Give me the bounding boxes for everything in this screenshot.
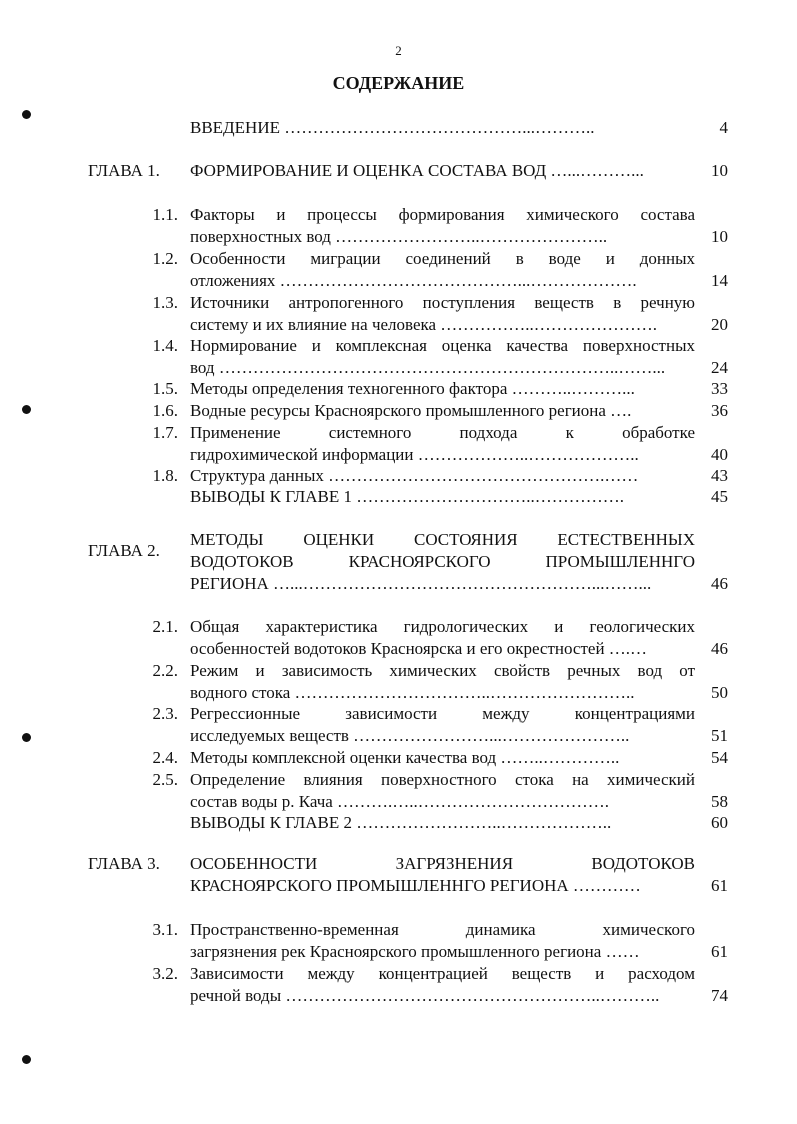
toc-entry-title: Нормирование и комплексная оценка качества поверхностных: [190, 336, 695, 355]
toc-entry-title: Общая характеристика гидрологических и геологических: [190, 617, 695, 636]
page-ref: 46: [711, 639, 728, 658]
toc-entry-title-leader: ВВЕДЕНИЕ ……………………………………...………..: [190, 118, 595, 137]
scan-hole-mark: [22, 405, 31, 414]
section-number: 1.2.: [152, 249, 178, 268]
page-ref: 50: [711, 683, 728, 702]
toc-entry-title-leader: КРАСНОЯРСКОГО ПРОМЫШЛЕННГО РЕГИОНА …………: [190, 876, 641, 895]
section-number: 2.2.: [152, 661, 178, 680]
section-number: 1.8.: [152, 466, 178, 485]
chapter-label: ГЛАВА 3.: [88, 854, 160, 873]
chapter-label: ГЛАВА 2.: [88, 541, 160, 560]
chapter-label: ГЛАВА 1.: [88, 161, 160, 180]
scan-hole-mark: [22, 1055, 31, 1064]
page-ref: 61: [711, 876, 728, 895]
page-ref: 14: [711, 271, 728, 290]
toc-entry-title-leader: состав воды р. Кача ……….…..…………………………….: [190, 792, 610, 811]
toc-entry-title-leader: ВЫВОДЫ К ГЛАВЕ 2 ……………………..………………..: [190, 813, 612, 832]
toc-entry-title-leader: водного стока ……………………………..……………………..: [190, 683, 635, 702]
page-number: 2: [395, 43, 402, 58]
page-ref: 40: [711, 445, 728, 464]
toc-entry-title: Определение влияния поверхностного стока на химический: [190, 770, 695, 789]
section-number: 2.1.: [152, 617, 178, 636]
section-number: 1.1.: [152, 205, 178, 224]
page-ref: 4: [719, 118, 728, 137]
page-ref: 58: [711, 792, 728, 811]
page-ref: 51: [711, 726, 728, 745]
toc-entry-title-leader: исследуемых веществ ……………………...…………………..: [190, 726, 630, 745]
toc-entry-title: Зависимости между концентрацией веществ и расходом: [190, 964, 695, 983]
toc-entry-title-leader: РЕГИОНА …...……………………………………………...……...: [190, 574, 652, 593]
page-ref: 10: [711, 227, 728, 246]
page-ref: 61: [711, 942, 728, 961]
section-number: 3.1.: [152, 920, 178, 939]
toc-entry-title-leader: речной воды ………………………………………………..………..: [190, 986, 660, 1005]
page-ref: 33: [711, 379, 728, 398]
section-number: 1.5.: [152, 379, 178, 398]
scan-hole-mark: [22, 110, 31, 119]
page-ref: 54: [711, 748, 728, 767]
page-ref: 20: [711, 315, 728, 334]
toc-entry-title-leader: поверхностных вод ……………………..…………………..: [190, 227, 608, 246]
page-title: СОДЕРЖАНИЕ: [332, 73, 465, 93]
section-number: 1.3.: [152, 293, 178, 312]
page-ref: 74: [711, 986, 728, 1005]
section-number: 2.5.: [152, 770, 178, 789]
page-ref: 36: [711, 401, 728, 420]
section-number: 1.4.: [152, 336, 178, 355]
section-number: 1.7.: [152, 423, 178, 442]
toc-entry-title-leader: ВЫВОДЫ К ГЛАВЕ 1 …………………………..…………….: [190, 487, 625, 506]
toc-entry-title-leader: Методы комплексной оценки качества вод ……..…………..: [190, 748, 620, 767]
toc-entry-title: Источники антропогенного поступления веществ в речную: [190, 293, 695, 312]
toc-entry-title-leader: особенностей водотоков Красноярска и его окрестностей ….…: [190, 639, 648, 658]
toc-entry-title: Регрессионные зависимости между концентрациями: [190, 704, 695, 723]
page-ref: 46: [711, 574, 728, 593]
toc-entry-title-leader: отложениях ……………………………………...……………….: [190, 271, 637, 290]
toc-entry-title: Применение системного подхода к обработке: [190, 423, 695, 442]
page-ref: 43: [711, 466, 728, 485]
page-ref: 10: [711, 161, 728, 180]
toc-entry-title: Особенности миграции соединений в воде и донных: [190, 249, 695, 268]
toc-entry-title-leader: Структура данных ………………………………………….……: [190, 466, 639, 485]
page-ref: 45: [711, 487, 728, 506]
toc-entry-title: ОСОБЕННОСТИ ЗАГРЯЗНЕНИЯ ВОДОТОКОВ: [190, 854, 695, 873]
toc-entry-title: МЕТОДЫ ОЦЕНКИ СОСТОЯНИЯ ЕСТЕСТВЕННЫХ: [190, 530, 695, 549]
toc-entry-title-leader: загрязнения рек Красноярского промышленного региона ……: [190, 942, 640, 961]
section-number: 1.6.: [152, 401, 178, 420]
toc-entry-title-leader: ФОРМИРОВАНИЕ И ОЦЕНКА СОСТАВА ВОД …...………...: [190, 161, 644, 180]
toc-entry-title-leader: систему и их влияние на человека ……………..………………….: [190, 315, 658, 334]
section-number: 2.3.: [152, 704, 178, 723]
toc-entry-title: Факторы и процессы формирования химического состава: [190, 205, 695, 224]
scan-hole-mark: [22, 733, 31, 742]
toc-entry-title-leader: Водные ресурсы Красноярского промышленного региона ….: [190, 401, 632, 420]
toc-entry-title-leader: вод ……………………………………………………………..……...: [190, 358, 666, 377]
page-ref: 60: [711, 813, 728, 832]
toc-entry-title-leader: Методы определения техногенного фактора ………..………...: [190, 379, 635, 398]
section-number: 2.4.: [152, 748, 178, 767]
toc-entry-title: ВОДОТОКОВ КРАСНОЯРСКОГО ПРОМЫШЛЕННГО: [190, 552, 695, 571]
toc-entry-title-leader: гидрохимической информации ………………..………………..: [190, 445, 639, 464]
section-number: 3.2.: [152, 964, 178, 983]
page-ref: 24: [711, 358, 728, 377]
toc-entry-title: Режим и зависимость химических свойств речных вод от: [190, 661, 695, 680]
toc-entry-title: Пространственно-временная динамика химического: [190, 920, 695, 939]
